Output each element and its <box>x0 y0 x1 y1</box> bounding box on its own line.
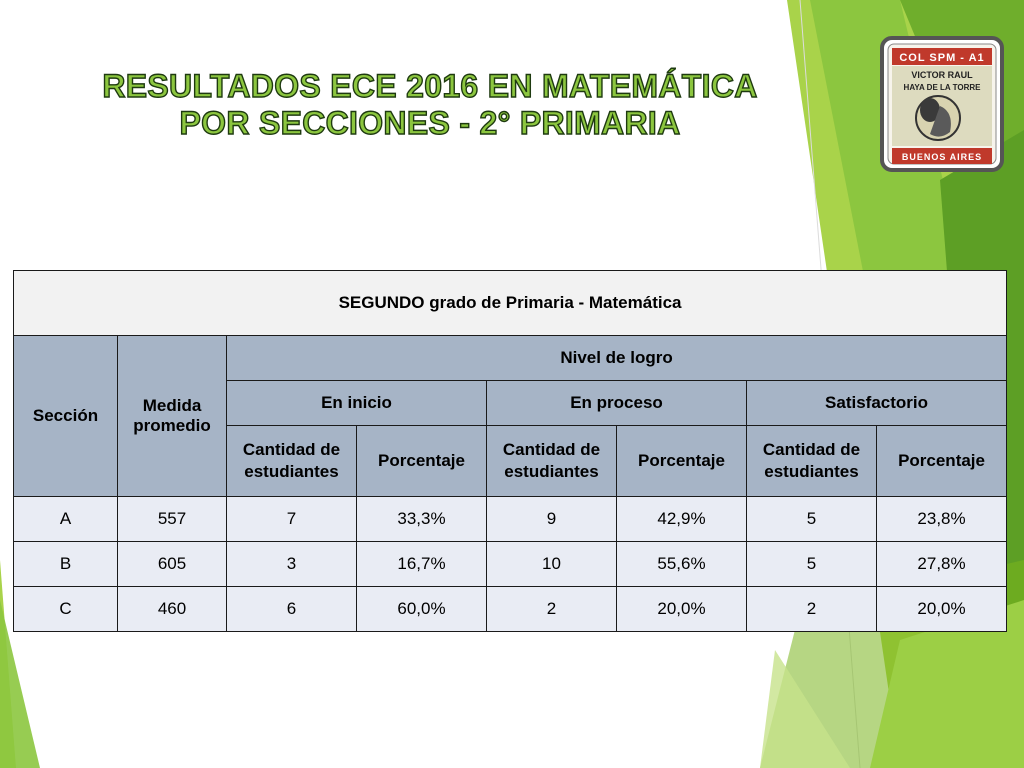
cell-seccion: C <box>14 587 118 632</box>
cell-inicio-cantidad: 7 <box>227 497 357 542</box>
cell-proceso-porcentaje: 42,9% <box>617 497 747 542</box>
cell-seccion: B <box>14 542 118 587</box>
cell-seccion: A <box>14 497 118 542</box>
cell-satisfactorio-porcentaje: 20,0% <box>877 587 1007 632</box>
slide-title <box>60 68 800 142</box>
cell-satisfactorio-porcentaje: 23,8% <box>877 497 1007 542</box>
cell-medida: 460 <box>118 587 227 632</box>
table-row <box>14 587 1007 632</box>
cell-satisfactorio-cantidad: 5 <box>747 497 877 542</box>
header-nivel-de-logro: Nivel de logro <box>227 336 1007 381</box>
logo-arc-right: HAYA DE LA TORRE <box>903 83 981 92</box>
cell-inicio-porcentaje: 16,7% <box>357 542 487 587</box>
cell-inicio-porcentaje: 33,3% <box>357 497 487 542</box>
cell-satisfactorio-cantidad: 2 <box>747 587 877 632</box>
title-line-2: POR SECCIONES - 2° PRIMARIA <box>179 105 681 141</box>
table-row <box>14 542 1007 587</box>
header-en-proceso: En proceso <box>487 381 747 426</box>
header-cantidad-inicio: Cantidad de estudiantes <box>227 426 357 497</box>
header-porcentaje-satisfactorio: Porcentaje <box>877 426 1007 497</box>
logo-bottom-text: BUENOS AIRES <box>901 152 983 162</box>
cell-proceso-cantidad: 9 <box>487 497 617 542</box>
title-line-1: RESULTADOS ECE 2016 EN MATEMÁTICA <box>102 68 758 104</box>
cell-proceso-cantidad: 2 <box>487 587 617 632</box>
cell-medida: 557 <box>118 497 227 542</box>
cell-medida: 605 <box>118 542 227 587</box>
cell-inicio-cantidad: 6 <box>227 587 357 632</box>
header-seccion: Sección <box>14 336 118 497</box>
header-cantidad-proceso: Cantidad de estudiantes <box>487 426 617 497</box>
logo-arc-left: VICTOR RAUL <box>911 70 973 80</box>
results-table <box>13 270 1007 632</box>
cell-satisfactorio-porcentaje: 27,8% <box>877 542 1007 587</box>
table-row <box>14 497 1007 542</box>
cell-satisfactorio-cantidad: 5 <box>747 542 877 587</box>
cell-proceso-porcentaje: 55,6% <box>617 542 747 587</box>
header-porcentaje-proceso: Porcentaje <box>617 426 747 497</box>
cell-inicio-porcentaje: 60,0% <box>357 587 487 632</box>
header-cantidad-satisfactorio: Cantidad de estudiantes <box>747 426 877 497</box>
header-porcentaje-inicio: Porcentaje <box>357 426 487 497</box>
cell-proceso-cantidad: 10 <box>487 542 617 587</box>
table-caption: SEGUNDO grado de Primaria - Matemática <box>14 271 1007 336</box>
school-logo <box>880 36 1004 172</box>
header-medida-promedio: Medida promedio <box>118 336 227 497</box>
cell-inicio-cantidad: 3 <box>227 542 357 587</box>
header-en-inicio: En inicio <box>227 381 487 426</box>
header-satisfactorio: Satisfactorio <box>747 381 1007 426</box>
logo-top-text: COL SPM - A1 <box>899 52 985 64</box>
cell-proceso-porcentaje: 20,0% <box>617 587 747 632</box>
